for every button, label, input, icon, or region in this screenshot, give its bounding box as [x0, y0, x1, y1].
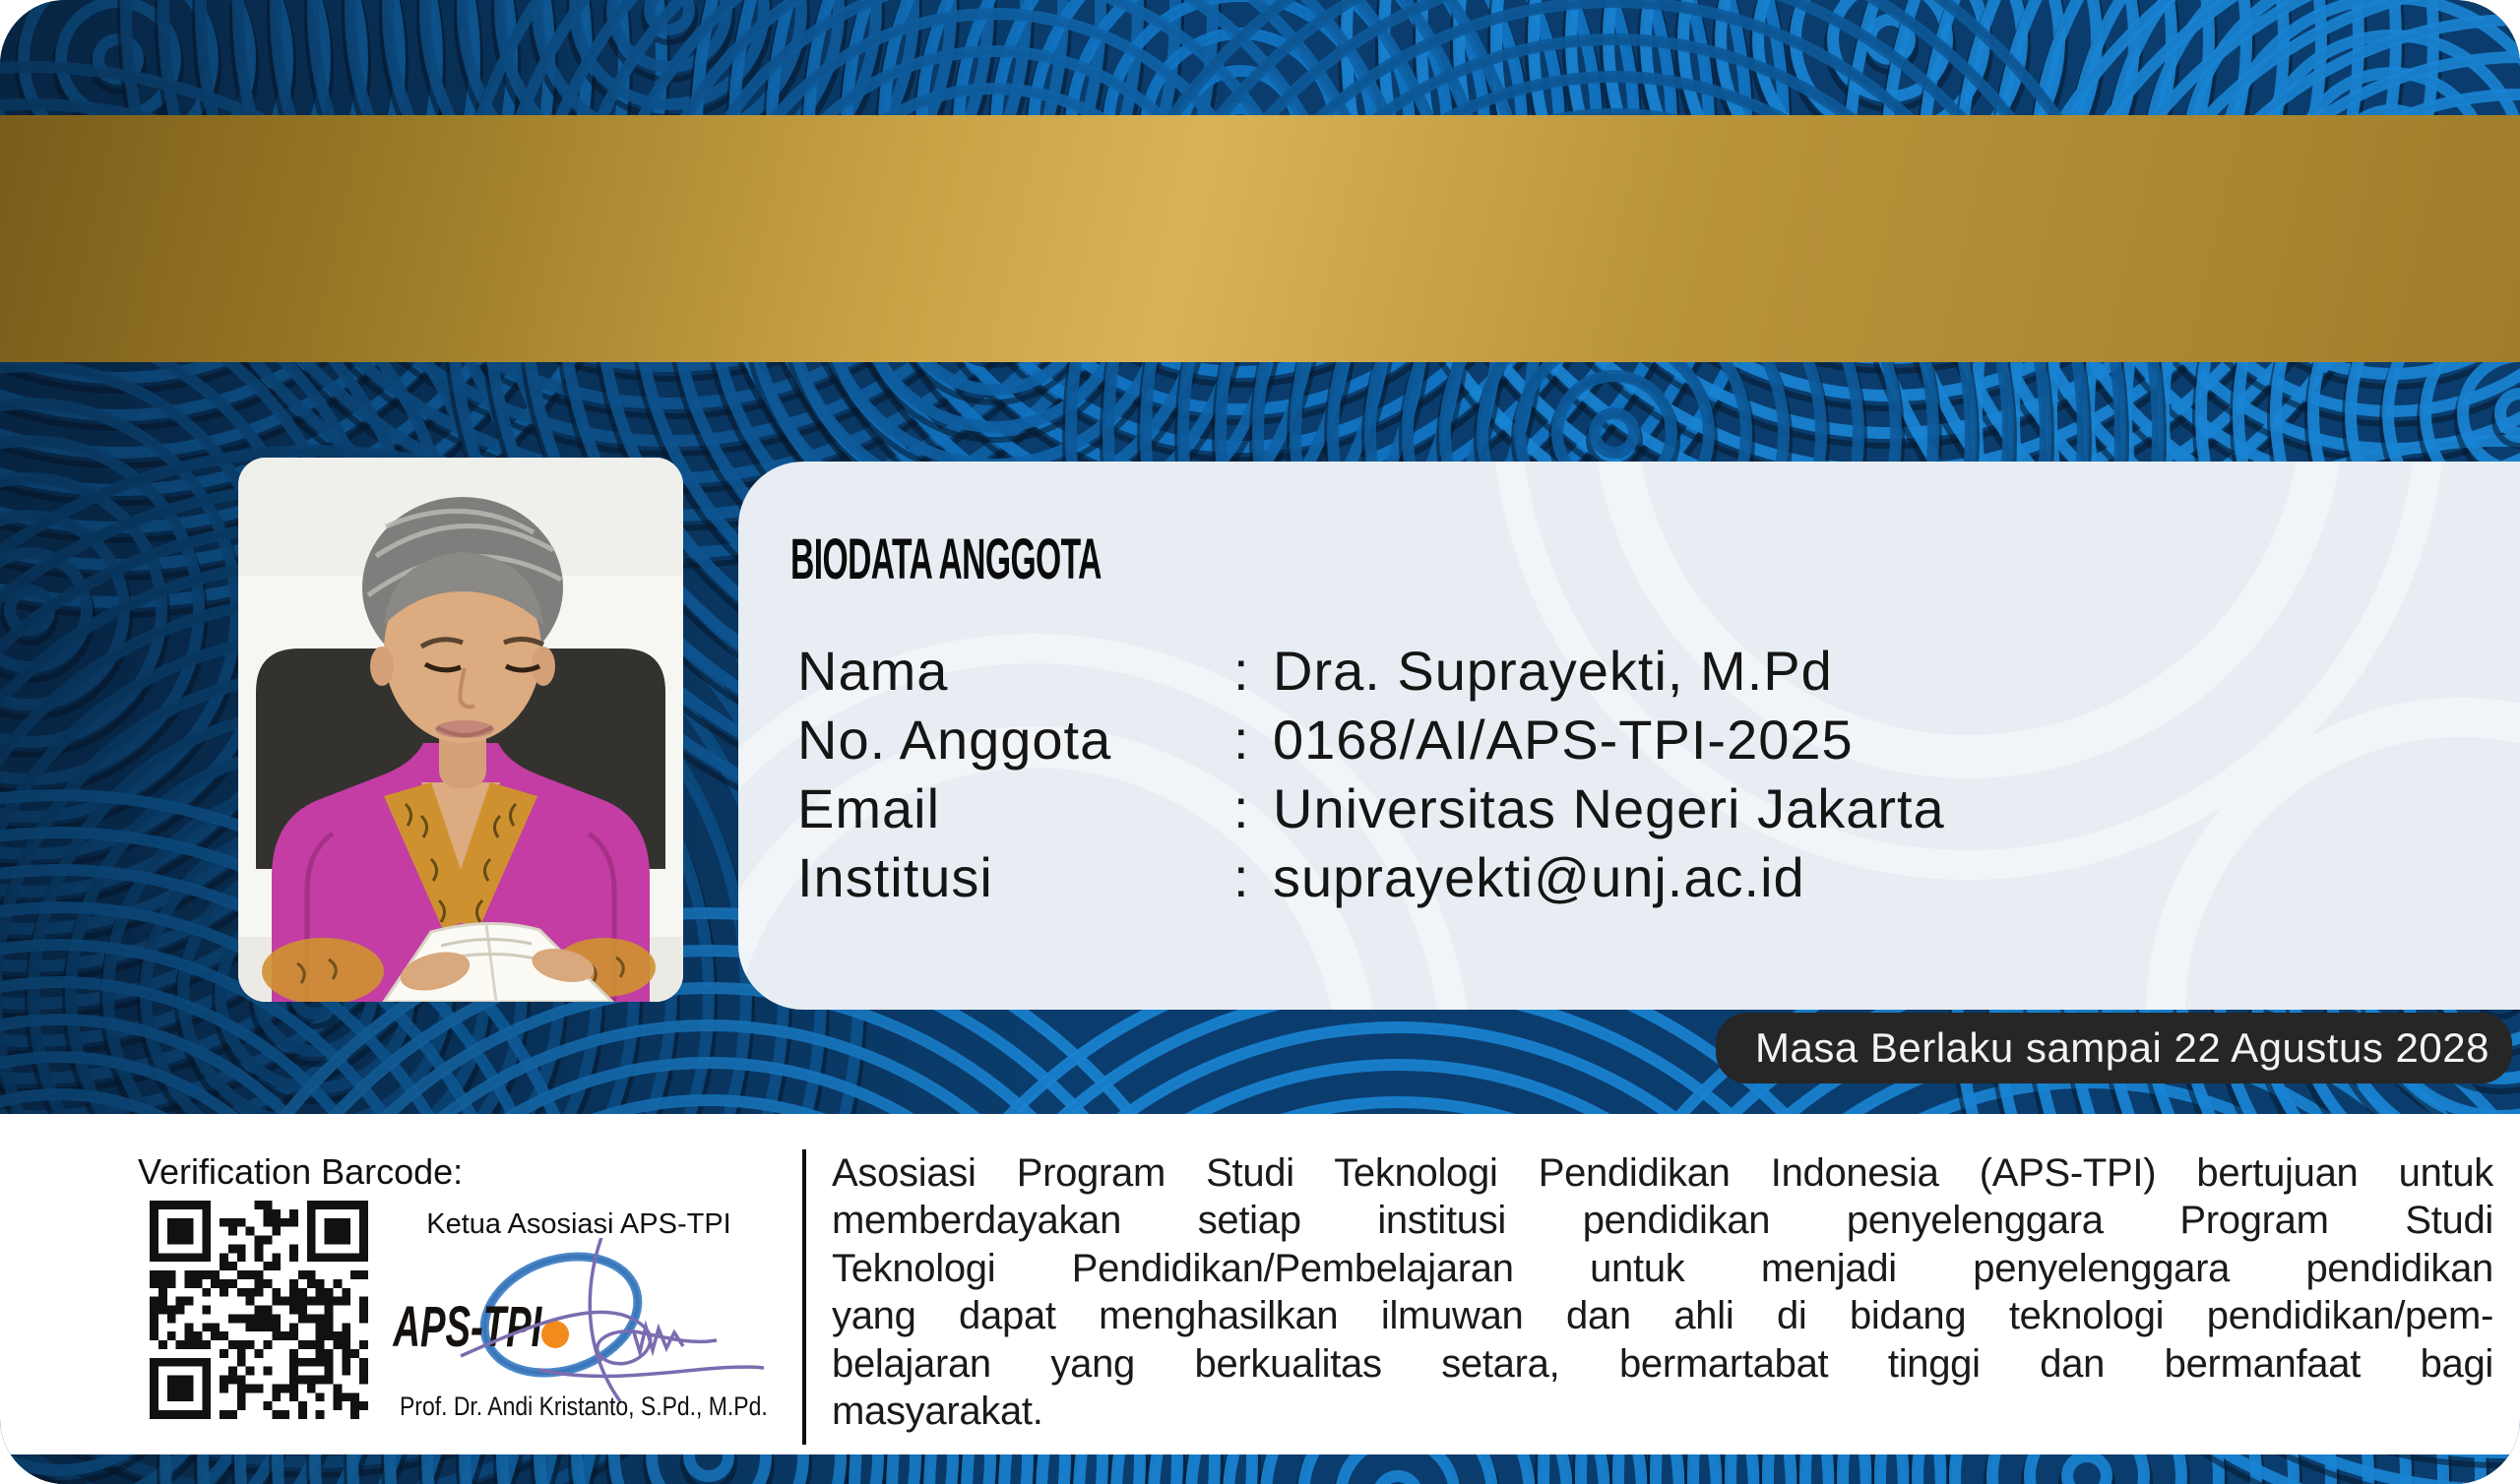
- signatory-block: [392, 1114, 815, 1454]
- gold-stripe: [0, 115, 2520, 362]
- field-label: Nama: [797, 640, 949, 702]
- field-label: No. Anggota: [797, 709, 1112, 771]
- mission-line: Teknologi Pendidikan/Pembelajaran untuk menjadi penyelenggara pendidikan: [832, 1246, 2493, 1290]
- biodata-fields: [797, 637, 2471, 912]
- field-separator: :: [1233, 709, 1250, 771]
- mission-line: memberdayakan setiap institusi pendidikan penyelenggara Program Studi: [832, 1199, 2493, 1243]
- verification-barcode-label: Verification Barcode:: [138, 1151, 464, 1192]
- biodata-panel: [738, 462, 2520, 1010]
- field-row-institusi: [797, 843, 2471, 912]
- panel-title: BIODATA ANGGOTA: [790, 527, 1102, 591]
- field-separator: :: [1233, 777, 1250, 839]
- field-label: Institusi: [797, 846, 993, 908]
- field-value: 0168/AI/APS-TPI-2025: [1273, 709, 1854, 771]
- mission-line: masyarakat.: [832, 1390, 1043, 1434]
- footer-section: [0, 1114, 2520, 1454]
- qr-code: [150, 1201, 368, 1419]
- aps-tpi-logo: [392, 1238, 786, 1405]
- signatory-title: Ketua Asosiasi APS-TPI: [426, 1208, 731, 1240]
- field-row-email: [797, 774, 2471, 843]
- field-value: Dra. Suprayekti, M.Pd: [1273, 640, 1833, 702]
- mission-line: belajaran yang berkualitas setara, bermartabat tinggi dan bermanfaat bagi: [832, 1341, 2493, 1386]
- field-label: Email: [797, 777, 941, 839]
- field-value: suprayekti@unj.ac.id: [1273, 846, 1805, 908]
- field-separator: :: [1233, 640, 1250, 702]
- field-separator: :: [1233, 846, 1250, 908]
- field-row-no-anggota: [797, 706, 2471, 774]
- mission-line: yang dapat menghasilkan ilmuwan dan ahli di bidang teknologi pendidikan/pem-: [832, 1294, 2493, 1338]
- mission-line: Asosiasi Program Studi Teknologi Pendidikan Indonesia (APS-TPI) bertujuan untuk: [832, 1151, 2493, 1195]
- signatory-name: Prof. Dr. Andi Kristanto, S.Pd., M.Pd.: [400, 1391, 768, 1421]
- logo-orange-dot: [541, 1321, 569, 1348]
- member-photo: [238, 458, 683, 1002]
- field-row-nama: [797, 637, 2471, 706]
- validity-badge: Masa Berlaku sampai 22 Agustus 2028: [1716, 1013, 2512, 1083]
- portrait-illustration: [238, 458, 683, 1002]
- vertical-divider: [802, 1149, 806, 1445]
- mission-text: [832, 1149, 2493, 1435]
- field-value: Universitas Negeri Jakarta: [1273, 777, 1945, 839]
- logo-text: APS-TPI: [393, 1296, 542, 1359]
